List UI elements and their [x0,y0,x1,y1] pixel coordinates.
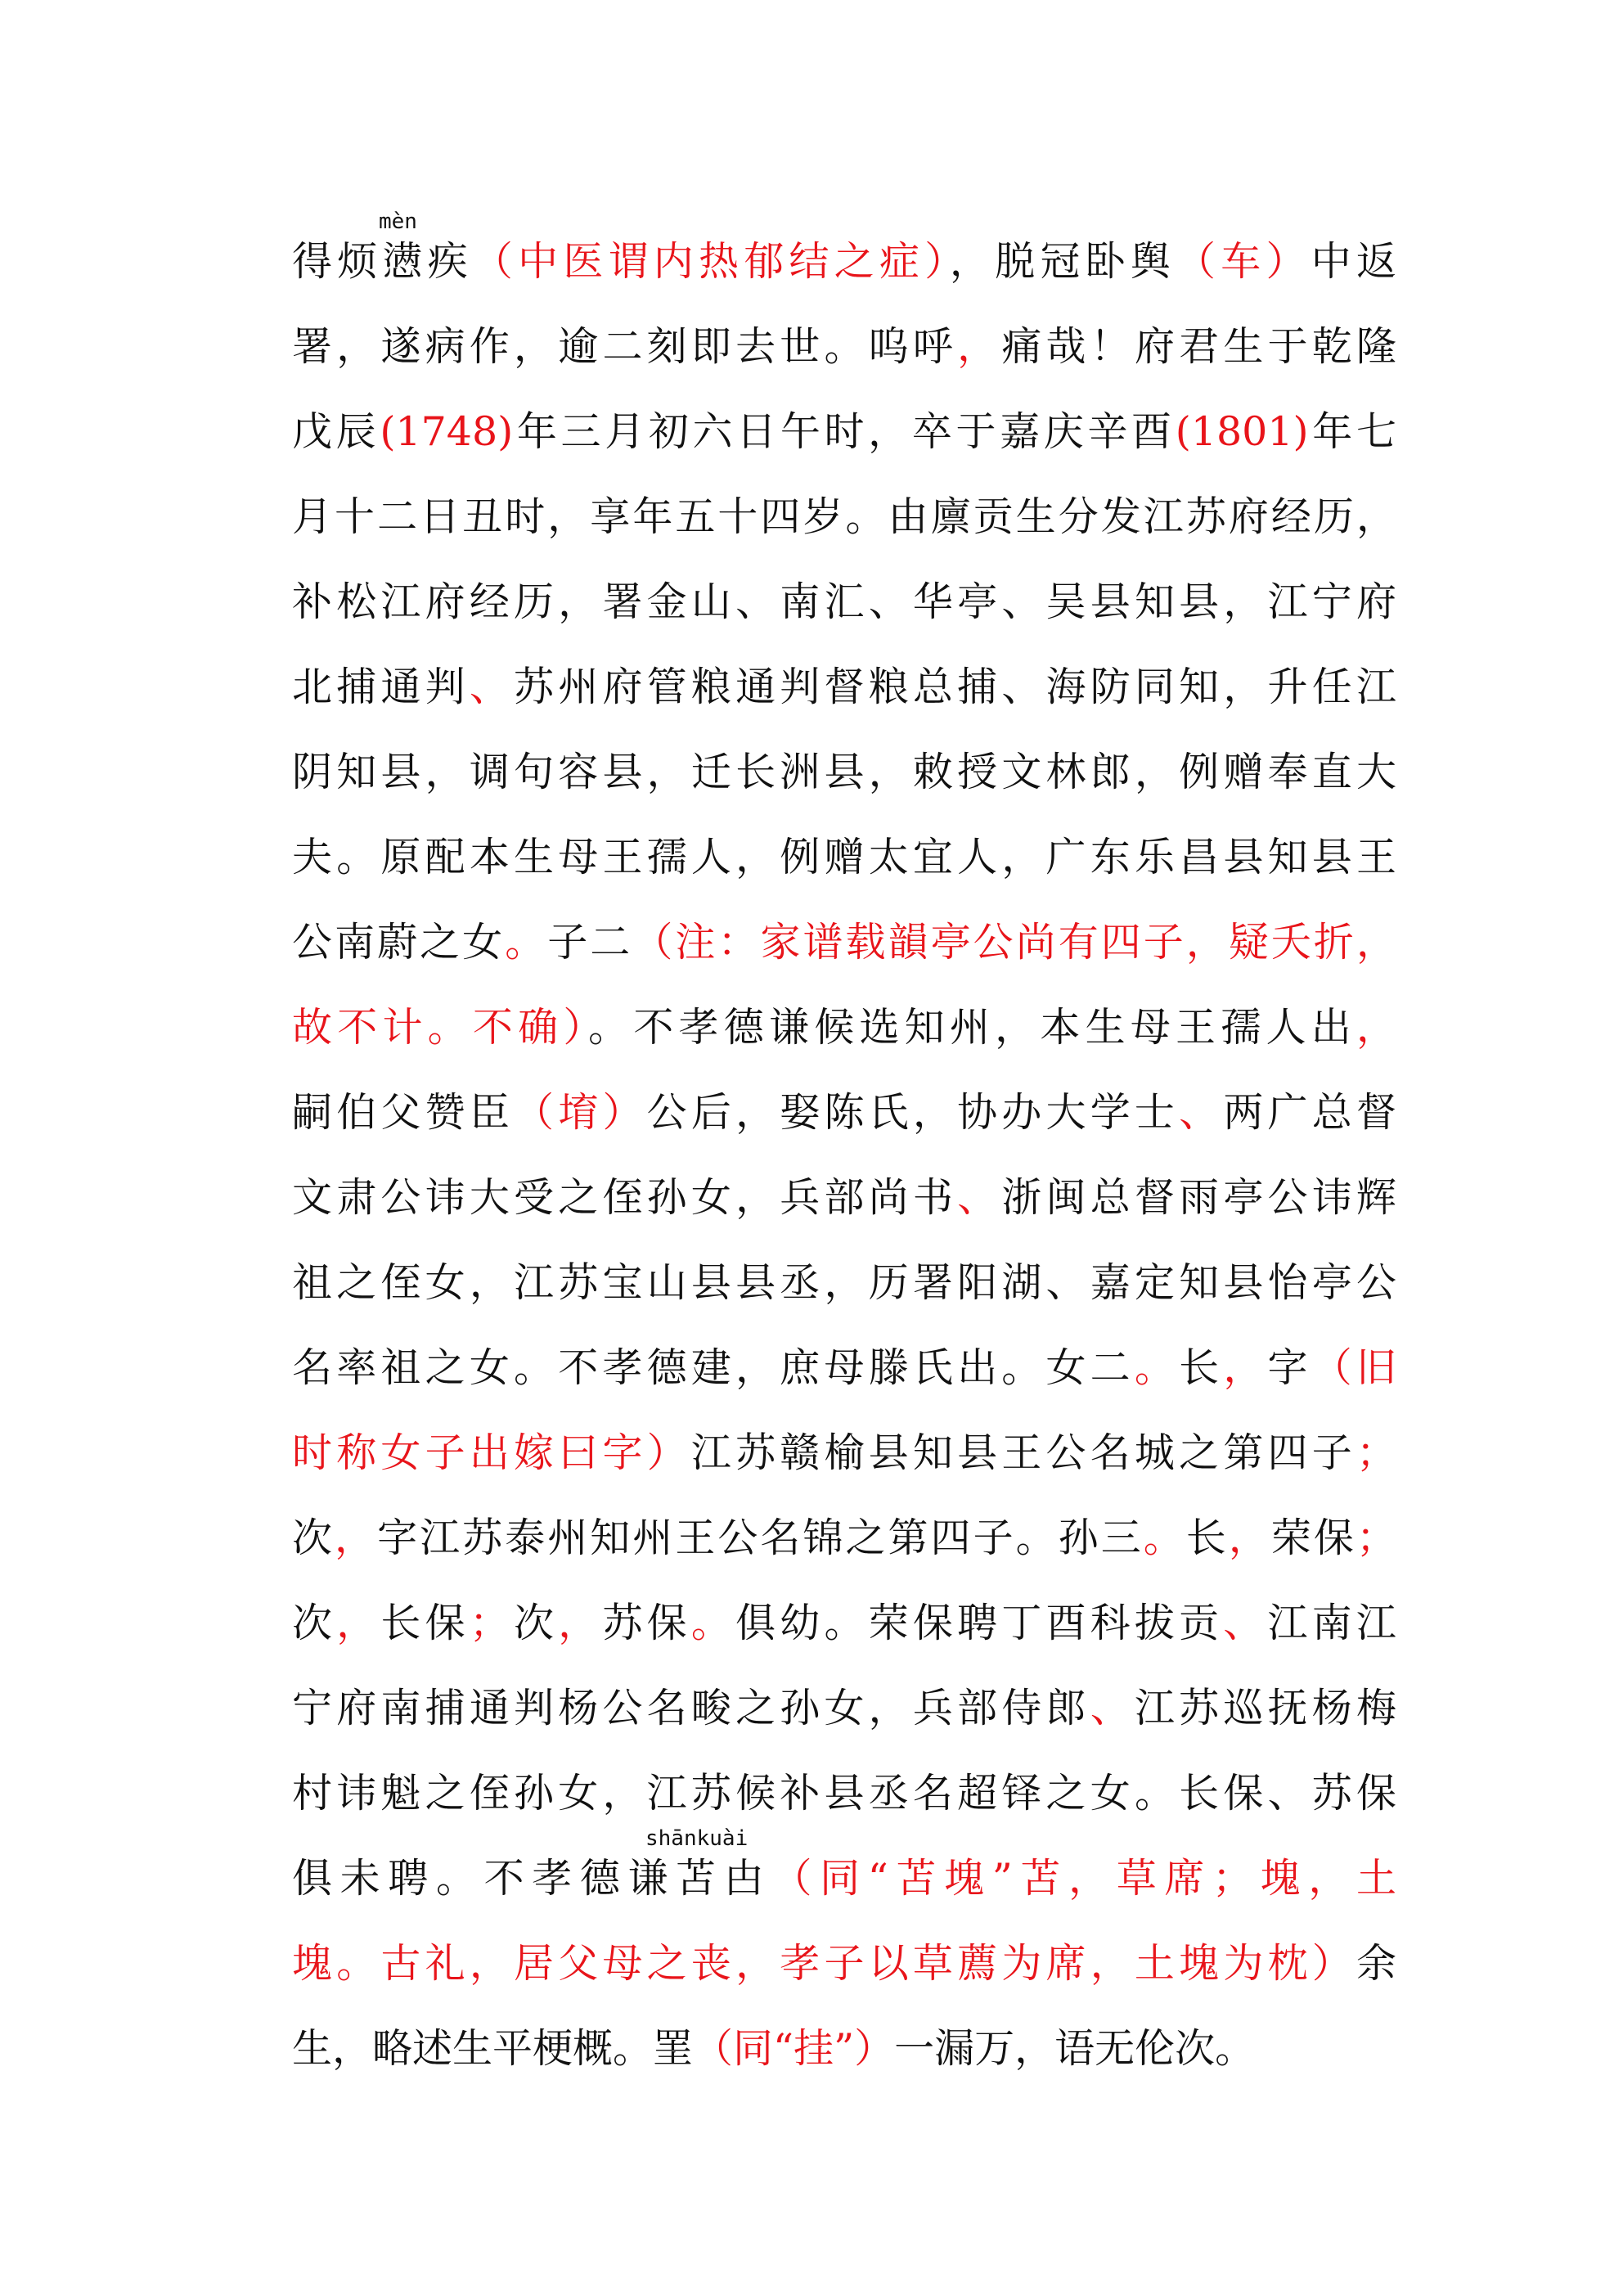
text-line [292,475,1396,560]
text-segment: 苏州府管粮通判督粮总捕、海防同知，升任江 [514,664,1396,710]
text-segment: 村讳魁之侄孙女，江苏候补县丞名超铎之女。长保、苏保 [292,1770,1396,1817]
annotation-segment: 塊。古礼，居父母之丧，孝子以草薦为席，土塊为枕） [292,1940,1356,1987]
annotation-segment: ， [957,323,1002,370]
text-line [292,560,1396,645]
annotation-segment: 、 [1179,1089,1224,1136]
text-line [292,1155,1396,1240]
text-line [292,1070,1396,1155]
annotation-segment: ， [1355,1004,1396,1051]
text-segment: 北捕通判 [292,664,470,710]
year-annotation: (1748) [380,408,514,455]
text-segment: 次 [509,1600,559,1646]
text-line [292,985,1396,1070]
text-line [292,730,1396,815]
text-line [292,1666,1396,1751]
annotation-segment: 、 [1090,1685,1135,1731]
text-segment: 年七 [1308,408,1396,455]
text-line [292,1751,1396,1836]
annotation-segment: 。 [690,1600,736,1646]
text-segment: 公后，娶陈氏，协办大学士 [646,1089,1180,1136]
text-line [292,900,1396,985]
document-page [292,209,1396,2091]
pinyin-annotation: shānkuài [645,1826,749,1851]
annotation-segment: ； [1355,1515,1396,1561]
annotation-segment: ， [336,1600,381,1646]
text-segment: 公南蔚之女 [292,919,506,966]
text-segment: 生，略述生平梗概。罣 [292,2025,694,2072]
text-segment: 宁府南捕通判杨公名畯之孙女，兵部侍郎 [292,1685,1090,1731]
annotation-segment: 、 [957,1174,1002,1221]
text-segment: 一漏万，语无伦次。 [894,2025,1256,2072]
text-segment: 补松江府经历，署金山、南汇、华亭、吴县知县，江宁府 [292,579,1396,625]
annotation-segment: ； [469,1600,510,1646]
annotation-segment: （同“苫塊”苫，草席；塊，土 [771,1855,1396,1902]
text-segment: 字 [1267,1344,1312,1391]
text-line [292,1496,1396,1581]
text-segment: 文肃公讳大受之侄孙女，兵部尚书 [292,1174,958,1221]
text-segment: 两广总督 [1223,1089,1396,1136]
text-line [292,1826,1396,1921]
text-segment: 中返 [1311,238,1396,285]
text-segment: 阴知县，调句容县，迁长洲县，敕授文林郎，例赠奉直大 [292,749,1396,795]
text-line [292,815,1396,900]
year-annotation: (1801) [1175,408,1309,455]
text-segment: 俱未聘。不孝德谦苫甴 [292,1855,772,1902]
text-segment: 江苏赣榆县知县王公名城之第四子 [690,1429,1356,1476]
text-segment: 长 [1185,1515,1229,1561]
annotation-segment: ， [1223,1344,1268,1391]
text-segment: 次 [292,1515,335,1561]
text-line [292,645,1396,730]
text-segment: 浙闽总督雨亭公讳辉 [1001,1174,1396,1221]
text-segment: 苏保 [602,1600,691,1646]
annotation-segment: ； [1355,1429,1396,1476]
text-segment: 长 [1179,1344,1224,1391]
text-line [292,1326,1396,1411]
annotation-segment: （车） [1176,238,1311,285]
text-segment: 荣保 [1270,1515,1356,1561]
annotation-segment: 、 [469,664,515,710]
text-line [292,1411,1396,1496]
annotation-segment: 。 [1143,1515,1186,1561]
text-segment: 子二 [547,919,633,966]
text-segment: 江苏巡抚杨梅 [1134,1685,1396,1731]
annotation-segment: 。 [1134,1344,1180,1391]
pinyin-annotation: mèn [379,209,417,234]
text-line [292,209,1396,304]
text-line [292,1581,1396,1666]
annotation-segment: 故不计。不确） [292,1004,589,1051]
text-segment: 次 [292,1600,337,1646]
annotation-segment: 。 [505,919,548,966]
text-segment: 月十二日丑时，享年五十四岁。由廪贡生分发江苏府经历， [292,493,1396,540]
annotation-segment: （注：家谱载韻亭公尚有四子，疑夭折， [632,919,1396,966]
annotation-segment: （同“挂”） [693,2025,895,2072]
text-segment: 祖之侄女，江苏宝山县县丞，历署阳湖、嘉定知县怡亭公 [292,1259,1396,1306]
annotation-segment: （旧 [1311,1344,1396,1391]
text-segment: 夫。原配本生母王孺人，例赠太宜人，广东乐昌县知县王 [292,834,1396,880]
text-segment: 署，遂病作，逾二刻即去世。呜呼 [292,323,958,370]
text-line [292,304,1396,389]
text-segment: 戊辰 [292,408,380,455]
text-segment: 字江苏泰州知州王公名锦之第四子。孙三 [377,1515,1144,1561]
text-segment: 年三月初六日午时，卒于嘉庆辛酉 [513,408,1176,455]
text-segment: 。不孝德谦候选知州，本生母王孺人出 [588,1004,1356,1051]
text-line [292,1240,1396,1326]
text-segment: 江南江 [1267,1600,1396,1646]
annotation-segment: （堉） [514,1089,647,1136]
text-segment: 长保 [380,1600,470,1646]
text-segment: 名率祖之女。不孝德建，庶母滕氏出。女二 [292,1344,1135,1391]
text-line [292,2006,1396,2091]
text-segment: 得烦懑疾 [292,238,473,285]
annotation-segment: ， [335,1515,378,1561]
text-segment: 余 [1355,1940,1396,1987]
annotation-segment: 、 [1223,1600,1268,1646]
text-segment: 俱幼。荣保聘丁酉科拔贡 [735,1600,1224,1646]
text-segment: 嗣伯父赞臣 [292,1089,515,1136]
text-line [292,1921,1396,2006]
annotation-segment: ， [1228,1515,1271,1561]
annotation-segment: ， [558,1600,603,1646]
text-segment: ，脱冠卧舆 [949,238,1176,285]
text-line [292,389,1396,475]
text-segment: 痛哉！府君生于乾隆 [1001,323,1396,370]
annotation-segment: 时称女子出嫁曰字） [292,1429,691,1476]
annotation-segment: （中医谓内热郁结之症） [472,238,950,285]
